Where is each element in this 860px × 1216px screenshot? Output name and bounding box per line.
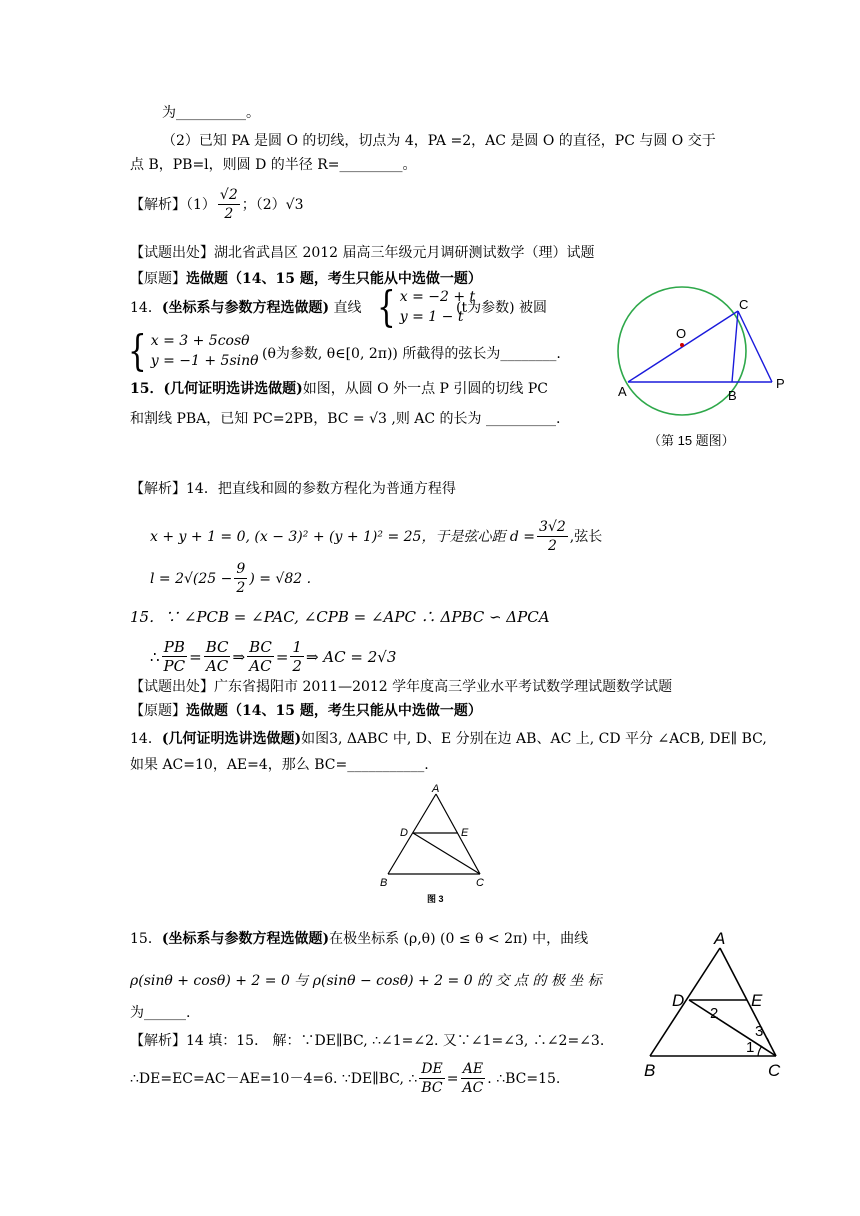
label-d: D xyxy=(400,827,408,839)
figure-15-caption: （第 15 题图） xyxy=(648,433,735,448)
label-a: A xyxy=(714,929,726,948)
eq-row: y = −1 + 5sinθ xyxy=(150,353,259,369)
fraction xyxy=(247,638,274,675)
header-text: 选做题（14、15 题，考生只能从中选做一题） xyxy=(186,703,482,719)
implies: ⇒ xyxy=(232,647,246,666)
label-e: E xyxy=(751,991,763,1010)
label-e: E xyxy=(461,827,469,839)
text-line: 为__________。 xyxy=(162,105,260,121)
segment-dc xyxy=(413,833,480,874)
equation-text: x + y + 1 = 0, (x − 3)² + (y + 1)² = 25，于是弦心距 d = xyxy=(150,528,536,545)
question-14b-line2: 如果 AC=10，AE=4，那么 BC=___________. xyxy=(130,757,429,773)
numerator: √2 xyxy=(219,187,238,203)
equals: = xyxy=(275,647,289,666)
text-line: 点 B，PB=l，则圆 D 的半径 R=_________。 xyxy=(130,157,417,173)
equals: = xyxy=(446,1070,459,1087)
header-text: 选做题（14、15 题，考生只能从中选做一题） xyxy=(186,271,482,287)
question-14b-line1 xyxy=(130,730,767,748)
q-text: 如图3, ΔABC 中, D、E 分别在边 AB、AC 上, CD 平分 ∠ACB, DE∥ BC, xyxy=(301,731,767,747)
brace-icon: { xyxy=(377,282,396,331)
question-15-line2: 和割线 PBA，已知 PC=2PB，BC = √3 ,则 AC 的长为 __________. xyxy=(130,411,561,427)
solution-line xyxy=(150,638,396,675)
text-line: （2）已知 PA 是圆 O 的切线，切点为 4，PA =2，AC 是圆 O 的直径，PC 与圆 O 交于 xyxy=(162,133,716,149)
fraction xyxy=(234,560,247,597)
label-o: O xyxy=(676,326,687,341)
numerator: DE xyxy=(421,1061,443,1077)
solution-line xyxy=(130,1060,560,1097)
numerator: 3√2 xyxy=(539,519,566,535)
question-14-line1 xyxy=(130,299,362,317)
eq-row: y = 1 − t xyxy=(399,309,464,325)
equation-text: l = 2√(25 − xyxy=(150,570,233,587)
source-line: 【试题出处】湖北省武昌区 2012 届高三年级元月调研测试数学（理）试题 xyxy=(130,245,595,261)
q-text: 在极坐标系 (ρ,θ) (0 ≤ θ < 2π) 中，曲线 xyxy=(329,931,589,947)
denominator: 2 xyxy=(547,538,557,554)
label-b: B xyxy=(644,1061,656,1080)
brace-icon: { xyxy=(128,326,147,375)
solution-line xyxy=(150,518,602,555)
q-text: (t为参数) 被圆 xyxy=(456,300,547,316)
denominator: 2 xyxy=(292,657,302,675)
q-number: 15． xyxy=(130,931,162,947)
numerator: 9 xyxy=(236,561,246,577)
therefore-symbol: ∴ xyxy=(150,647,160,666)
source-line: 【试题出处】广东省揭阳市 2011—2012 学年度高三学业水平考试数学理试题数学试题 xyxy=(130,679,673,695)
denominator: 2 xyxy=(236,580,246,596)
answer-line xyxy=(130,186,304,223)
side-ac xyxy=(436,794,480,874)
q-text: (θ为参数, θ∈[0, 2π)) 所截得的弦长为________. xyxy=(262,346,561,362)
label-a: A xyxy=(618,384,627,399)
q-text: 直线 xyxy=(329,300,362,316)
answer-rest: ；（2）√3 xyxy=(241,196,304,213)
numerator: 1 xyxy=(292,638,302,656)
denominator: PC xyxy=(163,657,186,675)
question-15b-line2: ρ(sinθ + cosθ) + 2 = 0 与 ρ(sinθ − cosθ) + 2 = 0 的 交 点 的 极 坐 标 xyxy=(130,973,602,989)
q-number: 14． xyxy=(130,731,162,747)
figure-right-triangle-diagram xyxy=(636,926,796,1086)
segment-cb xyxy=(732,311,738,382)
label-angle-1: 1 xyxy=(746,1039,755,1056)
header-label: 【原题】 xyxy=(130,271,186,287)
original-header xyxy=(130,702,482,720)
fraction xyxy=(419,1060,444,1097)
fraction xyxy=(162,638,188,675)
fraction xyxy=(537,518,568,555)
numerator: BC xyxy=(205,638,229,656)
label-angle-3: 3 xyxy=(755,1023,764,1040)
figure-15-circle-diagram xyxy=(608,276,788,430)
q-type: (几何证明选讲选做题) xyxy=(161,731,302,747)
label-b: B xyxy=(728,388,737,403)
circle-shape xyxy=(618,287,749,415)
solution-line: 15．∵ ∠PCB = ∠PAC, ∠CPB = ∠APC ∴ ΔPBC ∽ ΔPCA xyxy=(130,608,550,626)
solution-line xyxy=(150,560,311,597)
q-type: (坐标系与参数方程选做题) xyxy=(161,300,330,316)
solution-line: 【解析】14．把直线和圆的参数方程化为普通方程得 xyxy=(130,481,456,497)
question-15b-line3: 为______. xyxy=(130,1005,191,1021)
equation-text: ⇒ AC = 2√3 xyxy=(305,647,397,666)
angle-arc xyxy=(758,1046,762,1056)
numerator: BC xyxy=(249,638,272,656)
eq-row: x = −2 + t xyxy=(399,289,476,305)
equation-text: ,弦长 xyxy=(569,528,603,545)
q-number: 14． xyxy=(130,300,162,316)
numerator: AE xyxy=(462,1061,484,1077)
equals: = xyxy=(189,647,202,666)
label-p: P xyxy=(776,376,785,391)
header-label: 【原题】 xyxy=(130,703,186,719)
question-15b-line1 xyxy=(130,930,588,948)
fraction xyxy=(218,186,240,223)
denominator: AC xyxy=(462,1080,484,1096)
q-text: 如图，从圆 O 外一点 P 引圆的切线 PC xyxy=(302,381,549,397)
denominator: 2 xyxy=(224,206,234,222)
equation-text: ) = √82 . xyxy=(249,570,312,587)
numerator: PB xyxy=(163,638,185,656)
solution-line: 【解析】14 填：15． 解：∵DE∥BC, ∴∠1=∠2. 又∵∠1=∠3, ∴∠2=∠3. xyxy=(130,1033,605,1049)
label-c: C xyxy=(739,297,749,312)
answer-label: 【解析】（1） xyxy=(130,196,216,213)
label-a: A xyxy=(432,783,440,795)
label-d: D xyxy=(672,991,685,1010)
label-c: C xyxy=(476,877,484,889)
side-ab xyxy=(388,794,436,874)
q-type: (坐标系与参数方程选做题) xyxy=(161,931,330,947)
equation-system xyxy=(124,326,259,375)
figure-3-caption: 图 3 xyxy=(427,894,444,904)
equation-text: . ∴BC=15. xyxy=(487,1070,561,1087)
label-b: B xyxy=(380,877,388,889)
question-15-line1 xyxy=(130,380,548,398)
fraction xyxy=(290,638,304,675)
denominator: AC xyxy=(249,657,272,675)
label-c: C xyxy=(768,1061,781,1080)
fraction xyxy=(460,1060,485,1097)
side-ab xyxy=(650,948,720,1056)
denominator: AC xyxy=(205,657,229,675)
center-dot xyxy=(680,343,684,347)
eq-row: x = 3 + 5cosθ xyxy=(150,333,250,349)
q-type: (几何证明选讲选做题) xyxy=(163,381,303,397)
label-angle-2: 2 xyxy=(710,1005,719,1022)
denominator: BC xyxy=(421,1080,443,1096)
fraction xyxy=(204,638,231,675)
q-number: 15． xyxy=(130,381,164,397)
equation-text: ∴DE=EC=AC－AE=10－4=6. ∵DE∥BC, ∴ xyxy=(130,1070,418,1087)
figure-3-triangle-diagram xyxy=(376,782,496,896)
